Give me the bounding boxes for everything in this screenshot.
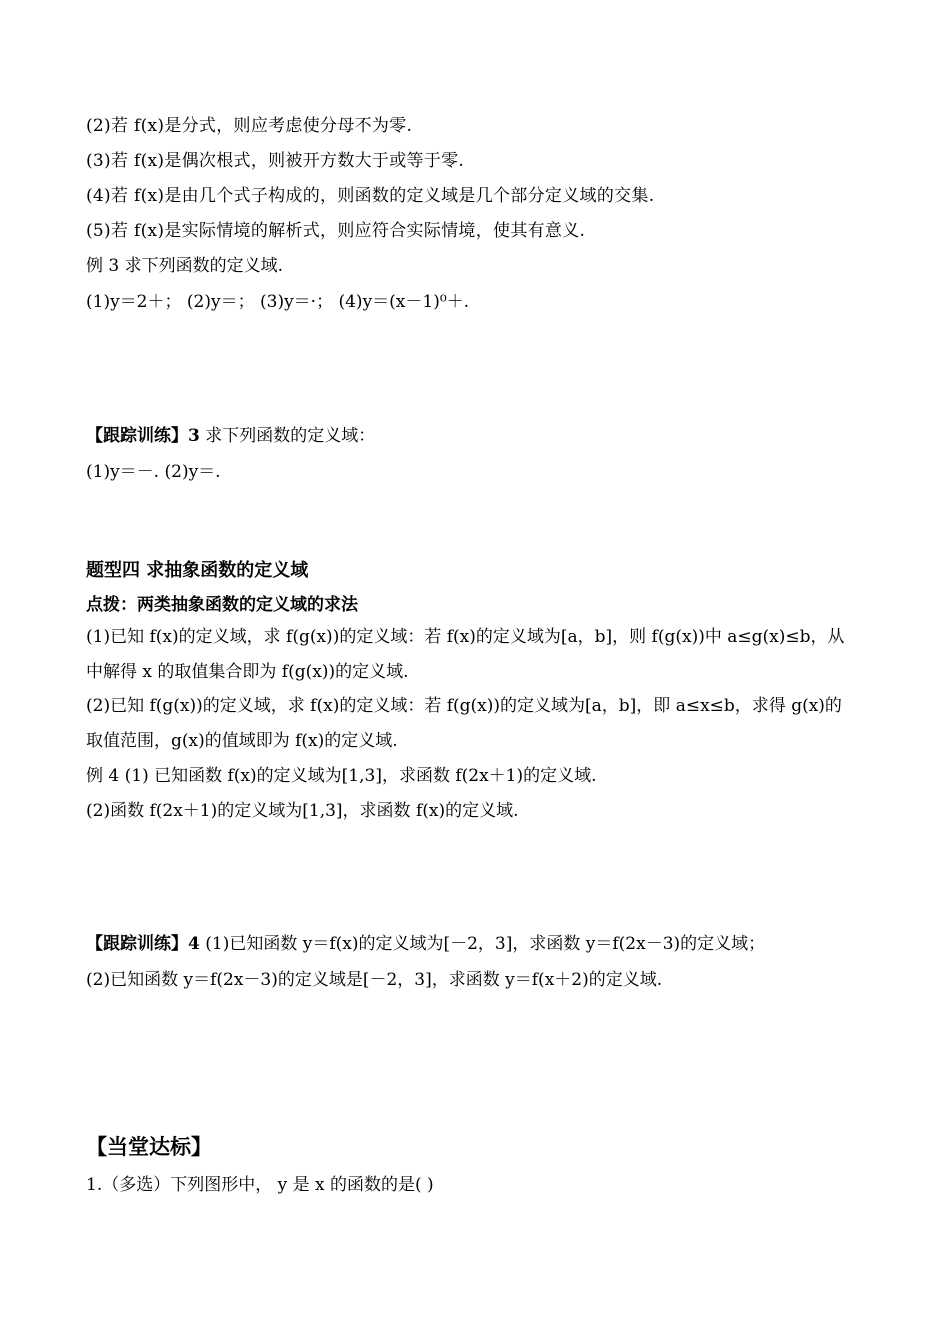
example-4-question-1: 例 4 (1) 已知函数 f(x)的定义域为[1,3]，求函数 f(2x＋1)的定义域. xyxy=(86,766,597,786)
practice-4-question-2: (2)已知函数 y＝f(2x－3)的定义域是[－2，3]，求函数 y＝f(x＋2)的定义域. xyxy=(86,970,663,990)
practice-3-text: 求下列函数的定义域： xyxy=(199,426,376,446)
condition-item-3: (3)若 f(x)是偶次根式，则被开方数大于或等于零. xyxy=(86,151,465,171)
example-3-title: 例 3 求下列函数的定义域. xyxy=(86,256,284,276)
method-1-line-1: (1)已知 f(x)的定义域，求 f(g(x))的定义域：若 f(x)的定义域为[a，b]，则 f(g(x))中 a≤g(x)≤b，从 xyxy=(86,627,845,647)
practice-4-question-1: (1)已知函数 y＝f(x)的定义域为[－2，3]，求函数 y＝f(2x－3)的定义域； xyxy=(199,934,766,954)
class-check-heading: 【当堂达标】 xyxy=(86,1134,212,1159)
practice-3 xyxy=(86,424,375,448)
condition-item-2: (2)若 f(x)是分式，则应考虑使分母不为零. xyxy=(86,116,413,136)
condition-item-4: (4)若 f(x)是由几个式子构成的，则函数的定义域是几个部分定义域的交集. xyxy=(86,186,655,206)
practice-4 xyxy=(86,932,765,956)
method-2-line-1: (2)已知 f(g(x))的定义域，求 f(x)的定义域：若 f(g(x))的定义域为[a，b]，即 a≤x≤b，求得 g(x)的 xyxy=(86,696,842,716)
type-4-tip: 点拨：两类抽象函数的定义域的求法 xyxy=(86,595,358,615)
type-4-heading: 题型四 求抽象函数的定义域 xyxy=(86,560,309,581)
practice-3-label: 【跟踪训练】3 xyxy=(86,426,200,446)
method-2-line-2: 取值范围，g(x)的值域即为 f(x)的定义域. xyxy=(86,731,398,751)
practice-4-label: 【跟踪训练】4 xyxy=(86,934,200,954)
method-1-line-2: 中解得 x 的取值集合即为 f(g(x))的定义域. xyxy=(86,662,409,682)
condition-item-5: (5)若 f(x)是实际情境的解析式，则应符合实际情境，使其有意义. xyxy=(86,221,586,241)
example-3-items: (1)y＝2＋； (2)y＝； (3)y＝·； (4)y＝(x－1)⁰＋. xyxy=(86,292,470,312)
example-4-question-2: (2)函数 f(2x＋1)的定义域为[1,3]，求函数 f(x)的定义域. xyxy=(86,801,519,821)
practice-3-items: (1)y＝－. (2)y＝. xyxy=(86,462,221,482)
class-check-question-1: 1.（多选）下列图形中， y 是 x 的函数的是( ) xyxy=(86,1175,434,1195)
